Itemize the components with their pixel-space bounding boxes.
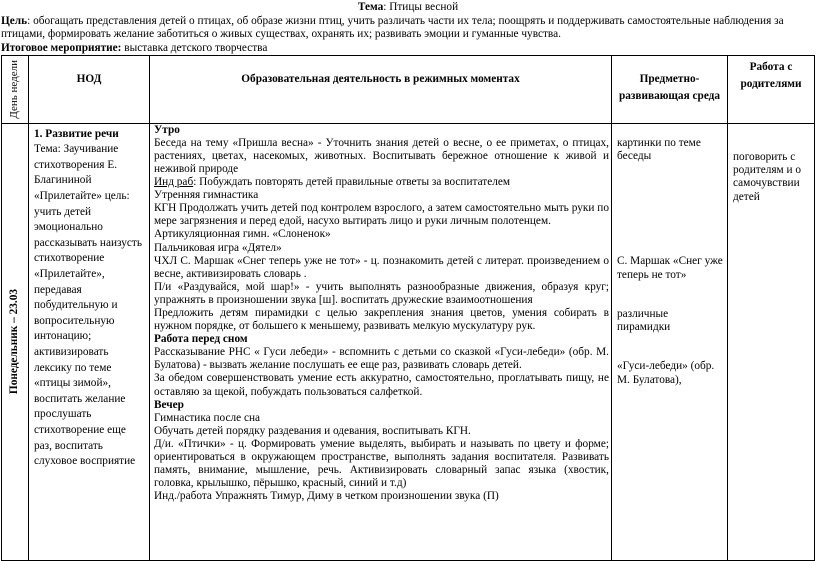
outdoor-game: П/и «Раздувайся, мой шар!» - учить выполнять разнообразные движения, образуя круг; упражнять в произношении звука [ш]. воспитать дружеские взаимоотношения — [154, 280, 609, 306]
topic-line — [0, 1, 816, 15]
evening-title: Вечер — [154, 398, 184, 411]
nod-title: 1. Развитие речи — [34, 127, 119, 140]
evening-gymnastics: Гимнастика после сна — [154, 411, 261, 424]
col-header-parents: Работа с родителями — [728, 56, 815, 124]
material-geese: «Гуси-лебеди» (обр. М. Булатова), — [617, 360, 715, 386]
document-header — [0, 0, 816, 55]
material-marshak: С. Маршак «Снег уже теперь не тот» — [617, 255, 723, 281]
morning-gymnastics: Утренняя гимнастика — [154, 189, 259, 202]
parents-text: поговорить с родителям и о самочувствии детей — [733, 150, 802, 203]
finger-game: Пальчиковая игра «Дятел» — [154, 241, 282, 254]
dressing-text: Обучать детей порядку раздевания и одевания, воспитывать КГН. — [154, 424, 471, 437]
goal-text: : обогащать представления детей о птицах, об образе жизни птиц, учить различать части их тела; поощрять и поддерживать самостоятельные наблюдения за птицами, формировать желание заботиться о живых существах, охранять их; развивать эмоции и гуманные чувства. — [1, 15, 784, 41]
materials-cell — [612, 123, 728, 560]
individual-speech-work: Инд./работа Упражнять Тимур, Диму в четком произношении звука (П) — [154, 490, 499, 503]
col-header-day-text: День недели — [8, 60, 21, 119]
kgn-text: КГН Продолжать учить детей под контролем взрослого, а затем самостоятельно мыть руки по мере загрязнения и перед едой, насухо вытирать лицо и руки личным полотенцем. — [154, 202, 609, 228]
col-header-materials: Предметно-развивающая среда — [612, 56, 728, 124]
morning-conversation: Беседа на тему «Пришла весна» - Уточнить знания детей о весне, о ее приметах, о птицах, растениях, цветах, насекомых, животных. Воспитывать бережное отношение к живой и неживой природе — [154, 136, 609, 175]
individual-work-label: Инд раб — [154, 176, 194, 189]
before-sleep-title: Работа перед сном — [154, 333, 248, 346]
pyramid-activity: Предложить детям пирамидки с целью закрепления знания цветов, умения собирать в нужном порядке, от большего к меньшему, развивать мелкую мускулатуру рук. — [154, 306, 609, 333]
reading-text: ЧХЛ С. Маршак «Снег теперь уже не тот» - ц. познакомить детей с литерат. произведением о весне, активизировать словарь . — [154, 254, 609, 280]
final-event-text: выставка детского творчества — [121, 41, 268, 54]
individual-work — [154, 176, 609, 189]
col-header-nod: НОД — [29, 56, 150, 124]
day-row — [2, 123, 815, 560]
morning-title: Утро — [154, 123, 180, 136]
fairy-tale-text: Рассказывание РНС « Гуси лебеди» - вспомнить с детьми со сказкой «Гуси-лебеди» (обр. М. Булатова) - вызвать желание послушать ее еще раз, развивать словарь детей. — [154, 346, 609, 372]
day-label: Понедельник – 23.03 — [8, 289, 21, 395]
lunch-text: За обедом совершенствовать умение есть аккуратно, самостоятельно, проглатывать пищу, не оставляю за щекой, побуждать пользоваться салфеткой. — [154, 372, 609, 398]
goal-label: Цель — [1, 15, 28, 27]
material-pyramids: различные пирамидки — [617, 307, 671, 334]
day-cell — [2, 123, 29, 560]
nod-text: Тема: Заучивание стихотворения Е. Благининой «Прилетайте» цель: учить детей эмоционально рассказывать наизусть стихотворение «Прилетайте», передавая побудительную и вопросительную интонацию; активизировать лексику по теме «птицы зимой», воспитать желание прослушать стихотворение еще раз, воспитать слуховое восприятие — [34, 143, 142, 468]
goal-line — [0, 15, 816, 42]
edu-cell — [150, 123, 612, 560]
topic-value: : Птицы весной — [383, 1, 459, 13]
final-event-label: Итоговое мероприятие: — [1, 41, 122, 54]
plan-table — [1, 55, 815, 561]
material-pictures: картинки по теме беседы — [617, 136, 701, 162]
table-header-row — [2, 56, 815, 124]
didactic-game: Д/и. «Птички» - ц. Формировать умение выделять, выбирать и называть по цвету и форме; ориентироваться в окружающем пространстве, выполнять задания воспитателя. Развивать память, внимание, мышление, речь. Активизировать словарный запас языка (хвостик, головка, крылышко, пёрышко, красный, синий и т.д) — [154, 437, 609, 490]
nod-cell — [29, 123, 150, 560]
col-header-edu: Образовательная деятельность в режимных моментах — [150, 56, 612, 124]
individual-work-text: : Побуждать повторять детей правильные ответы за воспитателем — [193, 176, 511, 189]
topic-label: Тема — [357, 1, 384, 13]
articulation-gym: Артикуляционная гимн. «Слоненок» — [154, 228, 331, 241]
parents-cell — [728, 123, 815, 560]
final-event-line — [0, 42, 816, 55]
col-header-day — [2, 56, 29, 124]
